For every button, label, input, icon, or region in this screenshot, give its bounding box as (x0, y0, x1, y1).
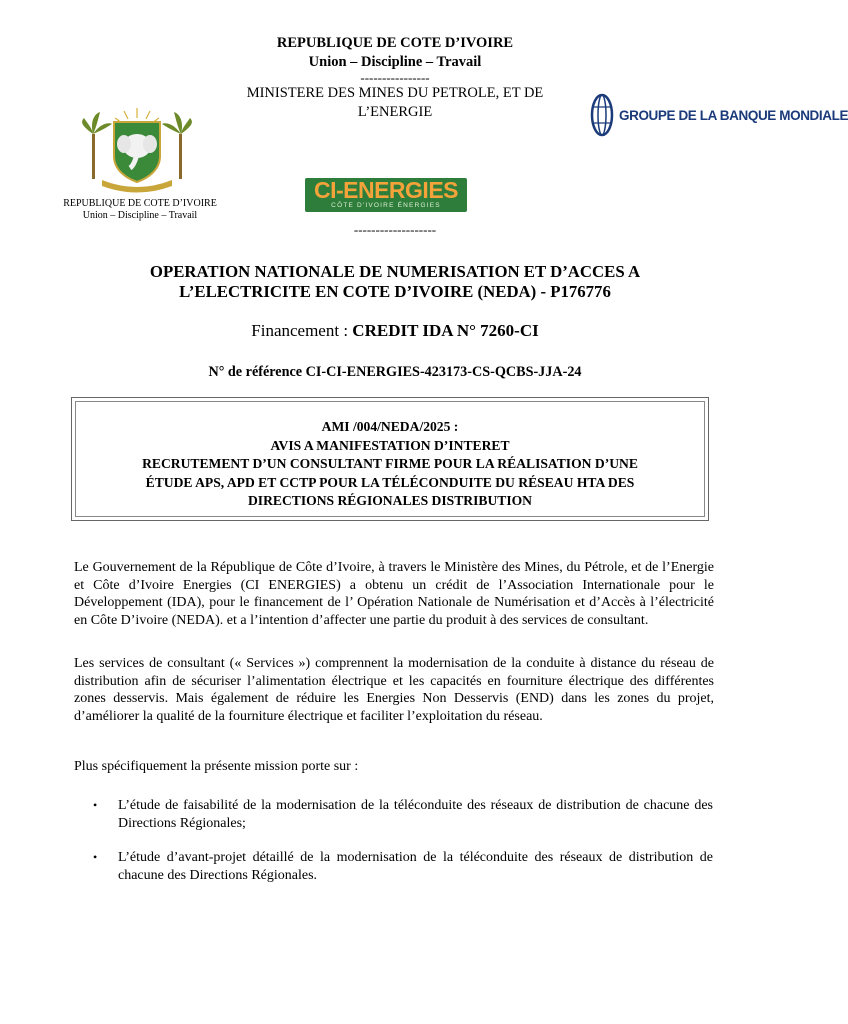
country-name: REPUBLIQUE DE COTE D’IVOIRE (276, 35, 514, 51)
paragraph-financing: Le Gouvernement de la République de Côte d’Ivoire, à travers le Ministère des Mines, du Pétrole, et de l’Energie et Côte d’Ivoire Energies (CI ENERGIES) a obtenu un crédit de l’Association Internationale pour le Développement (IDA), pour le financement de l’ Opération Nationale de Numérisation et d’Accès à l’électricité en Côte D’ivoire (NEDA). et a l’intention d’affecter une partie du produit à des services de consultant. (74, 560, 714, 628)
project-title (80, 262, 710, 302)
notice-subject-line-2: ÉTUDE APS, APD ET CCTP POUR LA TÉLÉCONDUITE DU RÉSEAU HTA DES (145, 474, 635, 490)
ci-energies-logo (305, 178, 467, 212)
financement-line (80, 321, 710, 341)
project-title-line-2: L’ELECTRICITE EN COTE D’IVOIRE (NEDA) - P176776 (179, 282, 611, 301)
national-motto: Union – Discipline – Travail (308, 54, 482, 70)
list-item-text: L’étude d’avant-projet détaillé de la modernisation de la téléconduite des réseaux de distribution de chacune des Directions Régionales. (118, 850, 713, 883)
paragraph-services: Les services de consultant (« Services ») comprennent la modernisation de la conduite à distance du réseau de distribution afin de sécuriser l’alimentation électrique et les capacités en fourniture électrique des différentes zones desservis. Mais également de réduire les Energies Non Desservis (END) dans les zones du projet, d’améliorer la qualité de la fourniture électrique et faciliter l’exploitation du réseau. (74, 656, 714, 724)
logo-separator: ------------------- (353, 222, 437, 237)
world-bank-logo (590, 93, 848, 137)
world-bank-name: GROUPE DE LA BANQUE MONDIALE (619, 107, 848, 123)
notice-ami-number: AMI /004/NEDA/2025 : (321, 419, 459, 434)
coat-of-arms-icon (82, 104, 192, 192)
financement-value: CREDIT IDA N° 7260-CI (352, 321, 539, 340)
list-item (93, 797, 713, 832)
ci-energies-logo-text: CI-ENERGIES (313, 177, 459, 203)
financement-label: Financement : (251, 321, 353, 340)
reference-number: N° de référence CI-CI-ENERGIES-423173-CS-QCBS-JJA-24 (208, 364, 582, 380)
bullet-icon: • (93, 798, 98, 812)
caption-motto: Union – Discipline – Travail (82, 210, 198, 221)
bullet-icon: • (93, 850, 98, 864)
caption-country: REPUBLIQUE DE COTE D’IVOIRE (63, 198, 217, 209)
ci-energies-logo-subtext: CÔTE D'IVOIRE ÉNERGIES (331, 202, 441, 209)
list-item (93, 849, 713, 884)
coat-of-arms-caption (55, 198, 225, 222)
globe-icon (590, 93, 614, 137)
notice-title: AVIS A MANIFESTATION D’INTERET (270, 437, 510, 453)
ministry-line-2: L’ENERGIE (357, 104, 433, 120)
notice-subject-line-1: RECRUTEMENT D’UN CONSULTANT FIRME POUR LA RÉALISATION D’UNE (142, 456, 638, 471)
ministry-line-1: MINISTERE DES MINES DU PETROLE, ET DE (246, 85, 544, 101)
list-item-text: L’étude de faisabilité de la modernisation de la téléconduite des réseaux de distribution de chacune des Directions Régionales; (118, 798, 713, 831)
notice-box (71, 397, 709, 521)
project-title-line-1: OPERATION NATIONALE DE NUMERISATION ET D’ACCES A (149, 262, 641, 281)
notice-subject-line-3: DIRECTIONS RÉGIONALES DISTRIBUTION (247, 493, 533, 508)
document-header (195, 34, 595, 122)
notice-content (75, 401, 705, 517)
paragraph-mission-intro: Plus spécifiquement la présente mission porte sur : (74, 759, 359, 774)
header-separator: ---------------- (360, 70, 430, 85)
